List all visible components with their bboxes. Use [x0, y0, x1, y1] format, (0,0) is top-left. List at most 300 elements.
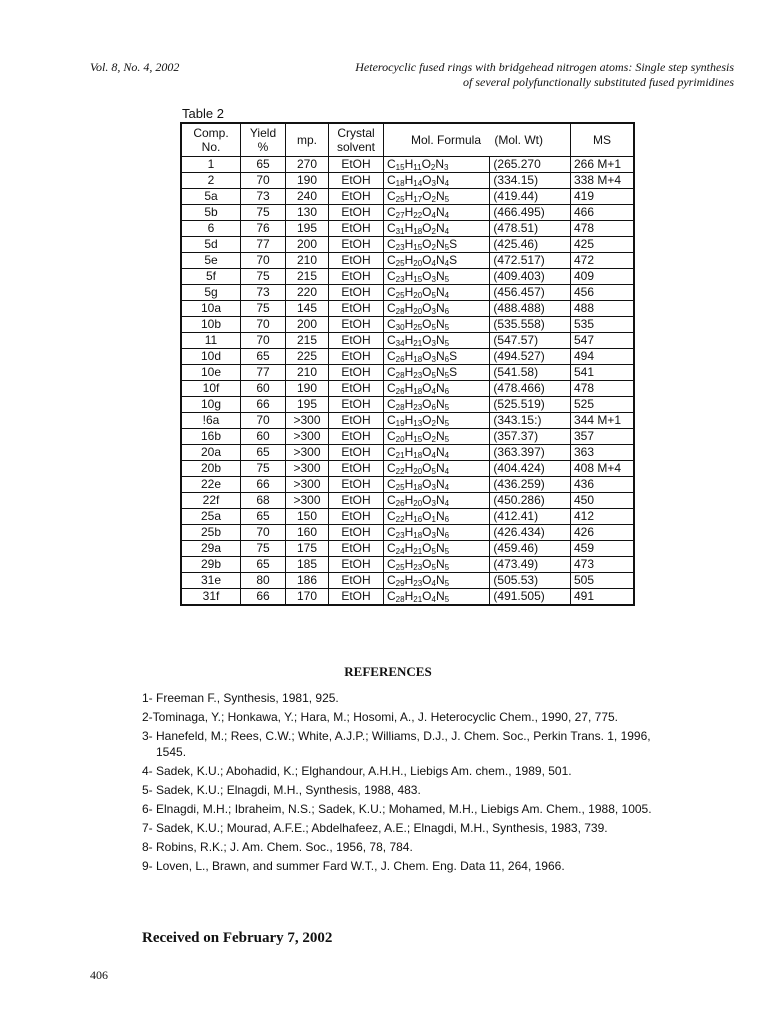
- table-row: [181, 509, 634, 525]
- cell-ms: 478: [571, 381, 635, 397]
- formula-element: H: [404, 285, 414, 299]
- cell-mp: 190: [286, 173, 329, 189]
- cell-comp: 25b: [181, 525, 241, 541]
- formula-element: S: [449, 349, 458, 363]
- cell-yield: 77: [241, 237, 286, 253]
- cell-mp: 215: [286, 269, 329, 285]
- formula-element: N: [435, 397, 445, 411]
- cell-mp: 200: [286, 317, 329, 333]
- cell-ms: 505: [571, 573, 635, 589]
- formula-element: H: [404, 461, 414, 475]
- formula-subscript: 5: [444, 547, 450, 556]
- cell-yield: 75: [241, 205, 286, 221]
- formula-element: H: [404, 349, 414, 363]
- formula-element: N: [435, 557, 445, 571]
- formula-subscript: 3: [431, 307, 436, 316]
- formula-element: O: [422, 573, 432, 587]
- formula-subscript: 26: [395, 355, 405, 364]
- formula-element: O: [422, 301, 432, 315]
- cell-solvent: EtOH: [329, 397, 384, 413]
- formula-element: H: [404, 381, 414, 395]
- formula-element: N: [435, 189, 445, 203]
- formula-subscript: 5: [431, 291, 436, 300]
- cell-formula: [384, 413, 490, 429]
- cell-mol-wt: (404.424): [490, 461, 571, 477]
- formula-element: H: [404, 317, 414, 331]
- formula-subscript: 5: [431, 371, 436, 380]
- formula-subscript: 31: [395, 227, 405, 236]
- cell-yield: 77: [241, 365, 286, 381]
- formula-element: O: [422, 557, 432, 571]
- formula-element: N: [435, 461, 445, 475]
- cell-mp: >300: [286, 445, 329, 461]
- formula-subscript: 6: [444, 531, 450, 540]
- cell-ms: 535: [571, 317, 635, 333]
- formula-element: O: [422, 429, 432, 443]
- formula-subscript: 4: [444, 259, 450, 268]
- table-row: [181, 317, 634, 333]
- cell-formula: [384, 189, 490, 205]
- formula-subscript: 23: [395, 243, 405, 252]
- formula-element: H: [404, 477, 414, 491]
- cell-formula: [384, 541, 490, 557]
- formula-element: O: [422, 221, 432, 235]
- formula-element: C: [387, 557, 396, 571]
- formula-subscript: 20: [395, 435, 405, 444]
- table-row: [181, 365, 634, 381]
- cell-ms: 494: [571, 349, 635, 365]
- cell-mp: 240: [286, 189, 329, 205]
- cell-comp: 5f: [181, 269, 241, 285]
- formula-subscript: 25: [395, 563, 405, 572]
- cell-ms: 491: [571, 589, 635, 606]
- formula-element: N: [435, 509, 445, 523]
- cell-formula: [384, 589, 490, 606]
- cell-ms: 547: [571, 333, 635, 349]
- formula-subscript: 28: [395, 403, 405, 412]
- formula-element: C: [387, 589, 396, 603]
- reference-item: 9- Loven, L., Brawn, and summer Fard W.T., J. Chem. Eng. Data 11, 264, 1966.: [142, 859, 565, 873]
- table-row: [181, 589, 634, 606]
- formula-subscript: 23: [395, 275, 405, 284]
- cell-comp: 10d: [181, 349, 241, 365]
- formula-subscript: 4: [444, 451, 450, 460]
- received-date: Received on February 7, 2002: [142, 930, 333, 946]
- cell-formula: [384, 301, 490, 317]
- formula-element: O: [421, 157, 431, 171]
- cell-mp: 175: [286, 541, 329, 557]
- table-row: [181, 477, 634, 493]
- formula-element: H: [404, 365, 414, 379]
- formula-element: H: [404, 573, 414, 587]
- cell-yield: 66: [241, 397, 286, 413]
- formula-element: N: [435, 541, 445, 555]
- formula-element: H: [404, 509, 414, 523]
- formula-subscript: 16: [413, 515, 423, 524]
- cell-comp: 22f: [181, 493, 241, 509]
- formula-element: C: [387, 381, 396, 395]
- cell-mol-wt: (472.517): [490, 253, 571, 269]
- formula-element: H: [404, 189, 414, 203]
- cell-solvent: EtOH: [329, 221, 384, 237]
- cell-solvent: EtOH: [329, 173, 384, 189]
- formula-element: C: [387, 429, 396, 443]
- cell-ms: 472: [571, 253, 635, 269]
- cell-solvent: EtOH: [329, 509, 384, 525]
- formula-element: O: [422, 349, 432, 363]
- cell-mol-wt: (488.488): [490, 301, 571, 317]
- table-row: [181, 525, 634, 541]
- formula-element: C: [387, 445, 396, 459]
- cell-mol-wt: (478.51): [490, 221, 571, 237]
- cell-ms: 425: [571, 237, 635, 253]
- cell-comp: 5b: [181, 205, 241, 221]
- formula-element: C: [387, 349, 396, 363]
- cell-mp: >300: [286, 493, 329, 509]
- cell-solvent: EtOH: [329, 429, 384, 445]
- cell-formula: [384, 205, 490, 221]
- cell-comp: 10a: [181, 301, 241, 317]
- formula-subscript: 29: [395, 579, 405, 588]
- cell-yield: 75: [241, 269, 286, 285]
- cell-mol-wt: (466.495): [490, 205, 571, 221]
- cell-yield: 65: [241, 445, 286, 461]
- formula-subscript: 5: [431, 563, 436, 572]
- cell-comp: 16b: [181, 429, 241, 445]
- cell-solvent: EtOH: [329, 541, 384, 557]
- cell-yield: 73: [241, 285, 286, 301]
- formula-element: O: [422, 397, 432, 411]
- formula-element: N: [435, 173, 445, 187]
- formula-element: N: [435, 253, 445, 267]
- cell-yield: 60: [241, 429, 286, 445]
- running-header-title-line1: Heterocyclic fused rings with bridgehead nitrogen atoms: Single step synthesis: [355, 60, 734, 74]
- cell-comp: 31e: [181, 573, 241, 589]
- formula-element: O: [422, 269, 432, 283]
- table-row: [181, 461, 634, 477]
- formula-element: C: [387, 269, 396, 283]
- formula-element: N: [435, 221, 445, 235]
- table-row: [181, 205, 634, 221]
- formula-subscript: 15: [395, 163, 405, 172]
- cell-mp: >300: [286, 429, 329, 445]
- formula-element: C: [387, 333, 396, 347]
- formula-subscript: 6: [444, 515, 450, 524]
- formula-element: N: [435, 237, 445, 251]
- table-row: [181, 221, 634, 237]
- formula-subscript: 20: [413, 259, 423, 268]
- cell-yield: 70: [241, 525, 286, 541]
- cell-formula: [384, 285, 490, 301]
- formula-element: O: [422, 589, 432, 603]
- compound-data-table: [180, 122, 635, 606]
- cell-formula: [384, 509, 490, 525]
- formula-subscript: 4: [444, 467, 450, 476]
- formula-element: C: [387, 317, 396, 331]
- running-header-volume: Vol. 8, No. 4, 2002: [90, 60, 180, 74]
- formula-subscript: 5: [444, 595, 450, 604]
- formula-subscript: 23: [413, 579, 423, 588]
- cell-ms: 409: [571, 269, 635, 285]
- formula-element: S: [449, 237, 458, 251]
- formula-element: C: [387, 461, 396, 475]
- cell-formula: [384, 397, 490, 413]
- cell-ms: 473: [571, 557, 635, 573]
- formula-element: N: [435, 413, 445, 427]
- formula-element: N: [435, 573, 445, 587]
- formula-element: O: [422, 189, 432, 203]
- formula-element: C: [387, 205, 396, 219]
- cell-ms: 419: [571, 189, 635, 205]
- formula-subscript: 6: [444, 355, 450, 364]
- cell-solvent: EtOH: [329, 253, 384, 269]
- cell-formula: [384, 557, 490, 573]
- formula-element: H: [404, 205, 414, 219]
- formula-subscript: 6: [444, 387, 450, 396]
- formula-element: H: [404, 493, 414, 507]
- cell-mp: 186: [286, 573, 329, 589]
- table-row: [181, 285, 634, 301]
- cell-yield: 60: [241, 381, 286, 397]
- formula-element: C: [387, 573, 396, 587]
- cell-mp: 145: [286, 301, 329, 317]
- cell-solvent: EtOH: [329, 557, 384, 573]
- table-row: [181, 333, 634, 349]
- formula-subscript: 4: [444, 227, 450, 236]
- formula-element: N: [435, 477, 445, 491]
- formula-element: O: [422, 509, 432, 523]
- formula-element: C: [387, 365, 396, 379]
- cell-mol-wt: (425.46): [490, 237, 571, 253]
- formula-subscript: 18: [413, 531, 423, 540]
- cell-mp: >300: [286, 461, 329, 477]
- formula-element: N: [435, 285, 445, 299]
- formula-element: C: [387, 413, 396, 427]
- formula-element: C: [387, 477, 396, 491]
- reference-item: 2-Tominaga, Y.; Honkawa, Y.; Hara, M.; Hosomi, A., J. Heterocyclic Chem., 1990, 27, 775.: [142, 710, 619, 724]
- cell-mp: 195: [286, 221, 329, 237]
- table-row: [181, 157, 634, 173]
- cell-comp: !6a: [181, 413, 241, 429]
- formula-subscript: 23: [395, 531, 405, 540]
- cell-comp: 20a: [181, 445, 241, 461]
- formula-element: O: [422, 173, 432, 187]
- cell-mol-wt: (265.270: [490, 157, 571, 173]
- cell-mol-wt: (363.397): [490, 445, 571, 461]
- formula-subscript: 22: [395, 515, 405, 524]
- reference-item: 5- Sadek, K.U.; Elnagdi, M.H., Synthesis, 1988, 483.: [142, 783, 421, 797]
- cell-comp: 10e: [181, 365, 241, 381]
- formula-subscript: 19: [395, 419, 405, 428]
- formula-subscript: 3: [431, 483, 436, 492]
- col-header-comp: [181, 123, 241, 157]
- formula-element: C: [387, 493, 396, 507]
- running-header-title: [274, 60, 734, 90]
- formula-element: N: [435, 365, 445, 379]
- formula-subscript: 18: [395, 179, 405, 188]
- formula-subscript: 2: [431, 227, 436, 236]
- formula-subscript: 34: [395, 339, 405, 348]
- formula-element: C: [387, 285, 396, 299]
- formula-subscript: 4: [444, 211, 450, 220]
- col-header-mp: mp.: [286, 123, 329, 157]
- formula-element: N: [435, 157, 445, 171]
- cell-mol-wt: (478.466): [490, 381, 571, 397]
- formula-subscript: 15: [413, 275, 423, 284]
- formula-element: N: [435, 525, 445, 539]
- cell-mol-wt: (491.505): [490, 589, 571, 606]
- cell-formula: [384, 381, 490, 397]
- formula-subscript: 26: [395, 387, 405, 396]
- formula-subscript: 28: [395, 595, 405, 604]
- formula-subscript: 20: [413, 307, 423, 316]
- formula-subscript: 3: [431, 499, 436, 508]
- cell-mol-wt: (450.286): [490, 493, 571, 509]
- cell-comp: 1: [181, 157, 241, 173]
- table-row: [181, 557, 634, 573]
- formula-element: O: [422, 237, 432, 251]
- cell-comp: 22e: [181, 477, 241, 493]
- formula-element: N: [435, 445, 445, 459]
- formula-element: O: [422, 525, 432, 539]
- formula-element: H: [404, 413, 414, 427]
- cell-solvent: EtOH: [329, 269, 384, 285]
- formula-element: C: [387, 189, 396, 203]
- references-list: [142, 690, 682, 877]
- cell-yield: 70: [241, 333, 286, 349]
- formula-element: H: [404, 557, 414, 571]
- table-row: [181, 573, 634, 589]
- cell-comp: 2: [181, 173, 241, 189]
- cell-formula: [384, 493, 490, 509]
- cell-yield: 73: [241, 189, 286, 205]
- reference-item: 3- Hanefeld, M.; Rees, C.W.; White, A.J.P.; Williams, D.J., J. Chem. Soc., Perkin Trans. 1, 1996, 1545.: [142, 729, 651, 759]
- cell-yield: 65: [241, 157, 286, 173]
- cell-mp: 210: [286, 365, 329, 381]
- cell-mol-wt: (525.519): [490, 397, 571, 413]
- formula-subscript: 4: [431, 211, 436, 220]
- formula-subscript: 25: [395, 291, 405, 300]
- cell-mol-wt: (409.403): [490, 269, 571, 285]
- table-header: [181, 123, 634, 157]
- formula-element: O: [422, 445, 432, 459]
- formula-element: S: [449, 253, 458, 267]
- formula-element: H: [404, 541, 414, 555]
- formula-subscript: 3: [431, 339, 436, 348]
- cell-comp: 10g: [181, 397, 241, 413]
- formula-element: N: [435, 205, 445, 219]
- formula-subscript: 22: [413, 211, 423, 220]
- formula-element: H: [404, 301, 414, 315]
- cell-mp: >300: [286, 477, 329, 493]
- table-row: [181, 445, 634, 461]
- formula-element: C: [387, 397, 396, 411]
- reference-item: 6- Elnagdi, M.H.; Ibraheim, N.S.; Sadek, K.U.; Mohamed, M.H., Liebigs Am. Chem., 1988, 1005.: [142, 802, 652, 816]
- formula-element: N: [435, 301, 445, 315]
- table-row: [181, 381, 634, 397]
- cell-solvent: EtOH: [329, 493, 384, 509]
- formula-subscript: 5: [431, 547, 436, 556]
- col-header-formula: Mol. Formula (Mol. Wt): [384, 123, 571, 157]
- cell-mp: 170: [286, 589, 329, 606]
- formula-element: C: [387, 237, 396, 251]
- col-header-solvent: [329, 123, 384, 157]
- formula-element: H: [404, 589, 414, 603]
- formula-subscript: 21: [413, 547, 423, 556]
- formula-subscript: 25: [413, 323, 423, 332]
- col-header-ms: MS: [571, 123, 635, 157]
- cell-mol-wt: (459.46): [490, 541, 571, 557]
- formula-element: C: [387, 221, 396, 235]
- formula-subscript: 23: [413, 371, 423, 380]
- cell-comp: 31f: [181, 589, 241, 606]
- cell-ms: 488: [571, 301, 635, 317]
- cell-ms: 363: [571, 445, 635, 461]
- formula-subscript: 24: [395, 547, 405, 556]
- formula-element: O: [422, 381, 432, 395]
- reference-item: 4- Sadek, K.U.; Abohadid, K.; Elghandour, A.H.H., Liebigs Am. chem., 1989, 501.: [142, 764, 572, 778]
- reference-item: 8- Robins, R.K.; J. Am. Chem. Soc., 1956, 78, 784.: [142, 840, 413, 854]
- cell-solvent: EtOH: [329, 445, 384, 461]
- cell-formula: [384, 445, 490, 461]
- cell-formula: [384, 573, 490, 589]
- table-row: [181, 301, 634, 317]
- formula-subscript: 2: [431, 435, 436, 444]
- formula-subscript: 5: [444, 579, 450, 588]
- reference-item: 1- Freeman F., Synthesis, 1981, 925.: [142, 691, 339, 705]
- formula-subscript: 3: [431, 355, 436, 364]
- cell-solvent: EtOH: [329, 365, 384, 381]
- formula-element: N: [435, 381, 445, 395]
- table-header-row: [181, 123, 634, 157]
- cell-ms: 450: [571, 493, 635, 509]
- cell-mol-wt: (505.53): [490, 573, 571, 589]
- table-row: [181, 349, 634, 365]
- formula-subscript: 5: [444, 435, 450, 444]
- cell-solvent: EtOH: [329, 589, 384, 606]
- formula-element: H: [404, 157, 414, 171]
- formula-subscript: 4: [431, 259, 436, 268]
- cell-yield: 70: [241, 253, 286, 269]
- formula-subscript: 5: [444, 371, 450, 380]
- table-row: [181, 189, 634, 205]
- formula-subscript: 20: [413, 291, 423, 300]
- cell-comp: 20b: [181, 461, 241, 477]
- formula-element: N: [435, 493, 445, 507]
- formula-subscript: 21: [413, 339, 423, 348]
- formula-subscript: 1: [431, 515, 436, 524]
- cell-solvent: EtOH: [329, 477, 384, 493]
- table-row: [181, 493, 634, 509]
- cell-mp: 150: [286, 509, 329, 525]
- cell-solvent: EtOH: [329, 285, 384, 301]
- cell-yield: 75: [241, 461, 286, 477]
- formula-subscript: 4: [444, 291, 450, 300]
- formula-subscript: 22: [395, 467, 405, 476]
- formula-subscript: 18: [413, 451, 423, 460]
- formula-subscript: 15: [413, 435, 423, 444]
- formula-subscript: 4: [444, 179, 450, 188]
- formula-subscript: 5: [431, 467, 436, 476]
- formula-subscript: 28: [395, 371, 405, 380]
- formula-subscript: 5: [444, 243, 450, 252]
- cell-comp: 6: [181, 221, 241, 237]
- cell-ms: 541: [571, 365, 635, 381]
- cell-solvent: EtOH: [329, 189, 384, 205]
- formula-subscript: 2: [430, 163, 436, 172]
- formula-element: O: [422, 333, 432, 347]
- table-body: [181, 157, 634, 606]
